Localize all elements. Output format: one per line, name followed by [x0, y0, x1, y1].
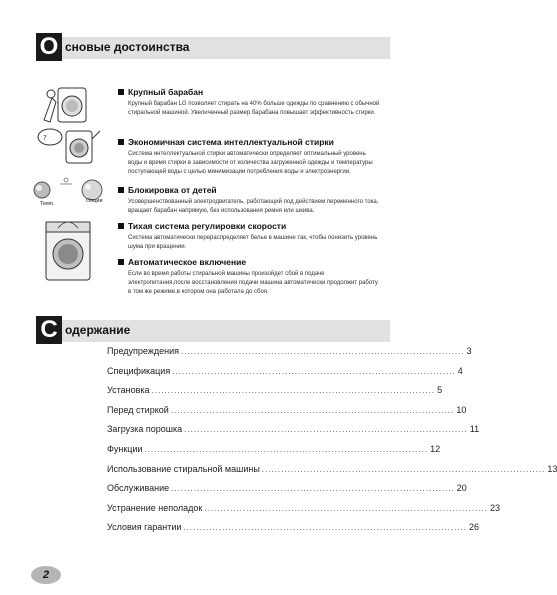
feature-title: Блокировка от детей	[118, 185, 380, 195]
feature-description: Система интеллектуальной стирки автоматически определяет оптимальный уровень воды и время стирки в зависимости от количества загруженной одежды и температуры поступающей воды с целью минимизации потребления воды и электроэнергии.	[128, 151, 373, 175]
feature-description: Если во время работы стиральной машины произойдет сбой в подаче электропитания,после восстановления подачи машина автоматически продолжит работу в том же режиме,в котором она работала до сбоя.	[128, 271, 378, 295]
feature-quiet-speed	[118, 221, 380, 252]
toc-item[interactable]: Использование стиральной машины ........................................................................................ 13	[107, 463, 557, 474]
feature-description: Система автоматически перераспределяет белье в машине так, чтобы понизить уровень шума при вращении.	[128, 235, 378, 250]
feature-auto-restart	[118, 257, 380, 297]
features-section-header	[36, 33, 390, 60]
toc-item[interactable]: Перед стиркой ........................................................................................ 10	[107, 404, 467, 415]
options-label: Опции	[86, 198, 103, 204]
feature-title: Тихая система регулировки скорости	[118, 221, 380, 231]
toc-item[interactable]: Обслуживание ........................................................................................ 20	[107, 483, 467, 494]
feature-description: Крупный барабан LG позволяет стирать на 40% больше одежды по сравнению с обычной стиральной машиной. Увеличенный размер барабана повышает эффективность стирки.	[128, 101, 380, 116]
feature-title: Крупный барабан	[118, 87, 380, 97]
section-title: сновые достоинства	[65, 40, 190, 54]
feature-description: Усовершенствованный электродвигатель, работающий под действием переменного тока, вращает барабан напрямую, без использования ремня или шкива.	[128, 199, 379, 214]
temp-label: Темп.	[40, 201, 55, 207]
toc-item[interactable]: Функции ........................................................................................ 12	[107, 443, 441, 454]
large-drum-illustration	[40, 82, 96, 126]
section-letter: С	[36, 316, 62, 344]
feature-large-drum	[118, 87, 380, 118]
contents-section-header	[36, 316, 390, 343]
section-letter: О	[36, 33, 62, 61]
bullet-icon	[118, 139, 124, 145]
toc-item[interactable]: Предупреждения ........................................................................................ 3	[107, 346, 472, 356]
washer-illustration	[40, 218, 98, 286]
page-number: 2	[31, 566, 61, 584]
bullet-icon	[118, 187, 124, 193]
feature-title: Автоматическое включение	[118, 257, 380, 267]
bullet-icon	[118, 223, 124, 229]
section-title: одержание	[65, 323, 131, 337]
feature-smart-wash	[118, 137, 380, 177]
table-of-contents	[107, 346, 557, 542]
toc-item[interactable]: Условия гарантии ........................................................................................ 26	[107, 522, 480, 533]
svg-text:?: ?	[43, 134, 47, 142]
feature-child-lock	[118, 185, 380, 216]
feature-title: Экономичная система интеллектуальной стирки	[118, 137, 380, 147]
bullet-icon	[118, 259, 124, 265]
toc-item[interactable]: Установка ........................................................................................ 5	[107, 385, 443, 396]
bullet-icon	[118, 89, 124, 95]
toc-item[interactable]: Устранение неполадок ........................................................................................ 23	[107, 502, 500, 513]
smart-wash-illustration	[34, 125, 104, 165]
toc-item[interactable]: Спецификация ........................................................................................ 4	[107, 365, 463, 376]
toc-item[interactable]: Загрузка порошка ........................................................................................ 11	[107, 424, 480, 435]
